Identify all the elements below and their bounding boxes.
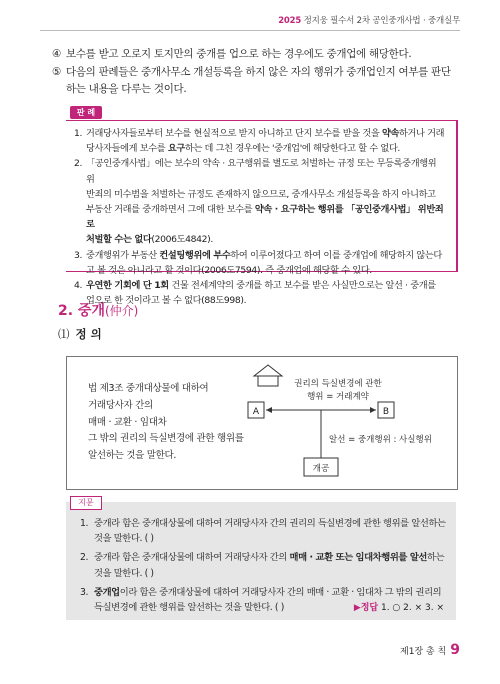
definition-text: [88, 381, 244, 465]
definition-line: 그 밖의 권리의 득실변경에 관한 행위를: [88, 433, 244, 445]
arrow-right-head: [370, 407, 376, 413]
item-text: 다음의 판례들은 중개사무소 개설등록을 하지 않은 자의 행위가 중개업인지 여부를 판단: [66, 66, 451, 78]
item-text: 하거나 거래: [399, 128, 445, 139]
answer-text: 1. ○ 2. × 3. ×: [378, 603, 444, 613]
precedent-badge: 판 례: [70, 106, 102, 119]
item-text: 거래당사자들로부터 보수를 현실적으로 받지 아니하고 단지 보수를 받을 것을: [86, 128, 382, 139]
item-text: 것을 말한다. ( ): [94, 567, 154, 579]
arrow-left-head: [266, 407, 272, 413]
party-b-label: B: [382, 407, 390, 417]
section-title: [58, 300, 138, 320]
item-text: 중개라 함은 중개대상물에 대하여 거래당사자 간의 권리의 득실변경에 관한 행위를 알선하는: [94, 518, 446, 529]
item-text: 중개라 함은 중개대상물에 대하여 거래당사자 간의: [94, 552, 290, 564]
subsection-name: 정 의: [75, 327, 102, 341]
emphasis-text: 매매 · 교환 또는 임대차행위를 알선: [289, 552, 427, 564]
section-number: 2.: [58, 303, 74, 319]
item-text: 부동산 거래를 중개하면서 그에 대한 보수를: [86, 204, 255, 216]
list-item: [52, 64, 456, 98]
quiz-badge: 지문: [70, 496, 102, 510]
emphasis-text: 컨설팅행위에 부수: [159, 249, 231, 261]
page-header: [278, 14, 460, 26]
item-number: 1.: [80, 518, 89, 529]
item-number: 3.: [74, 249, 83, 261]
header-title: 정지웅 필수서 2차 공인중개사법 · 중개실무: [301, 16, 460, 26]
diagram-label-top-1: 권리의 득실변경에 관한: [294, 379, 382, 389]
subsection-title: [58, 326, 102, 342]
item-number: 1.: [74, 128, 83, 139]
emphasis-text: 약속 · 요구하는 행위를 「공인중개사법」 위반죄로: [86, 204, 444, 231]
emphasis-text: 중개업: [94, 586, 120, 598]
item-text: 이라 함은 중개대상물에 대하여 거래당사자 간의 매매 · 교환 · 임대차 그 밖의 권리의: [119, 586, 442, 598]
definition-line: 거래당사자 간의: [88, 399, 153, 411]
item-text: 건물 전세계약의 중개를 하고 보수를 받은 사실만으로는 알선 · 중개를: [168, 280, 436, 292]
definition-line: 법 제3조 중개대상물에 대하여: [88, 383, 209, 394]
list-item: [74, 156, 446, 247]
item-text: 고 볼 것은 아니라고 할 것이다(2006도7594). 즉 중개업에 해당할 수 있다.: [86, 264, 372, 276]
item-text: 당사자들에게 보수를: [86, 143, 168, 155]
party-a-label: A: [252, 407, 260, 417]
item-number: 2.: [80, 552, 89, 564]
list-item: [80, 550, 449, 580]
list-item: [74, 248, 446, 278]
header-year: 2025: [278, 16, 302, 26]
house-icon: [254, 365, 282, 386]
emphasis-text: 우연한 기회에 단 1회: [86, 280, 169, 292]
item-text: 하는 내용을 다루는 것이다.: [66, 83, 187, 95]
section-hanja: (仲介): [105, 304, 139, 318]
item-text: 득실변경에 관한 행위를 알선하는 것을 말한다. ( ): [94, 602, 284, 614]
brokerage-diagram: [238, 362, 432, 484]
item-text: 중개행위가 부동산: [86, 249, 160, 261]
item-number: ④: [52, 48, 62, 60]
item-text: 하는: [426, 552, 445, 564]
precedent-list: [74, 126, 446, 308]
list-item: [52, 46, 456, 63]
answer-line: [354, 600, 444, 613]
item-text: 「공인중개사법」에는 보수의 약속 · 요구행위를 별도로 처벌하는 규정 또는 무등록중개행위 위: [86, 158, 437, 185]
item-number: 2.: [74, 158, 83, 170]
item-text: 반죄의 미수범을 처벌하는 규정도 존재하지 않으므로, 중개사무소 개설등록을 하지 아니하고: [86, 188, 436, 200]
item-text: 하여 이루어졌다고 하여 이를 중개업에 해당하지 않는다: [230, 249, 442, 261]
emphasis-text: 요구: [167, 143, 185, 155]
footer-chapter: 제1장 총 칙: [400, 647, 447, 657]
page-footer: [400, 642, 460, 658]
agent-label: 개공: [312, 464, 330, 474]
diagram-label-top-2: 행위 = 거래계약: [307, 392, 369, 402]
list-item: [80, 516, 449, 546]
item-text: 하는 데 그친 경우에는 '중개업'에 해당한다고 할 수 없다.: [184, 143, 400, 155]
item-text: 보수를 받고 오로지 토지만의 중개를 업으로 하는 경우에도 중개업에 해당한다.: [66, 48, 412, 60]
answer-label: ▶정답: [353, 603, 379, 613]
definition-line: 알선하는 것을 말한다.: [88, 450, 177, 462]
item-text: (2006도4842).: [151, 234, 213, 246]
subsection-number: ⑴: [58, 327, 70, 341]
emphasis-text: 약속: [381, 128, 399, 139]
item-text: 것을 말한다. ( ): [94, 533, 154, 545]
definition-line: 매매 · 교환 · 임대차: [88, 416, 167, 428]
diagram-label-side: 알선 = 중개행위 : 사실행위: [329, 435, 432, 445]
item-number: 4.: [74, 280, 83, 292]
header-divider: [40, 30, 460, 31]
emphasis-text: 처벌할 수는 없다: [86, 234, 152, 246]
list-item: [74, 278, 446, 308]
list-item: [74, 126, 446, 156]
item-text: 업으로 한 것이라고 볼 수 없다(88도998).: [86, 295, 247, 307]
section-name: 중개: [73, 303, 105, 319]
page-number: 9: [450, 642, 460, 658]
item-number: 3.: [80, 586, 89, 598]
item-number: ⑤: [52, 66, 62, 78]
